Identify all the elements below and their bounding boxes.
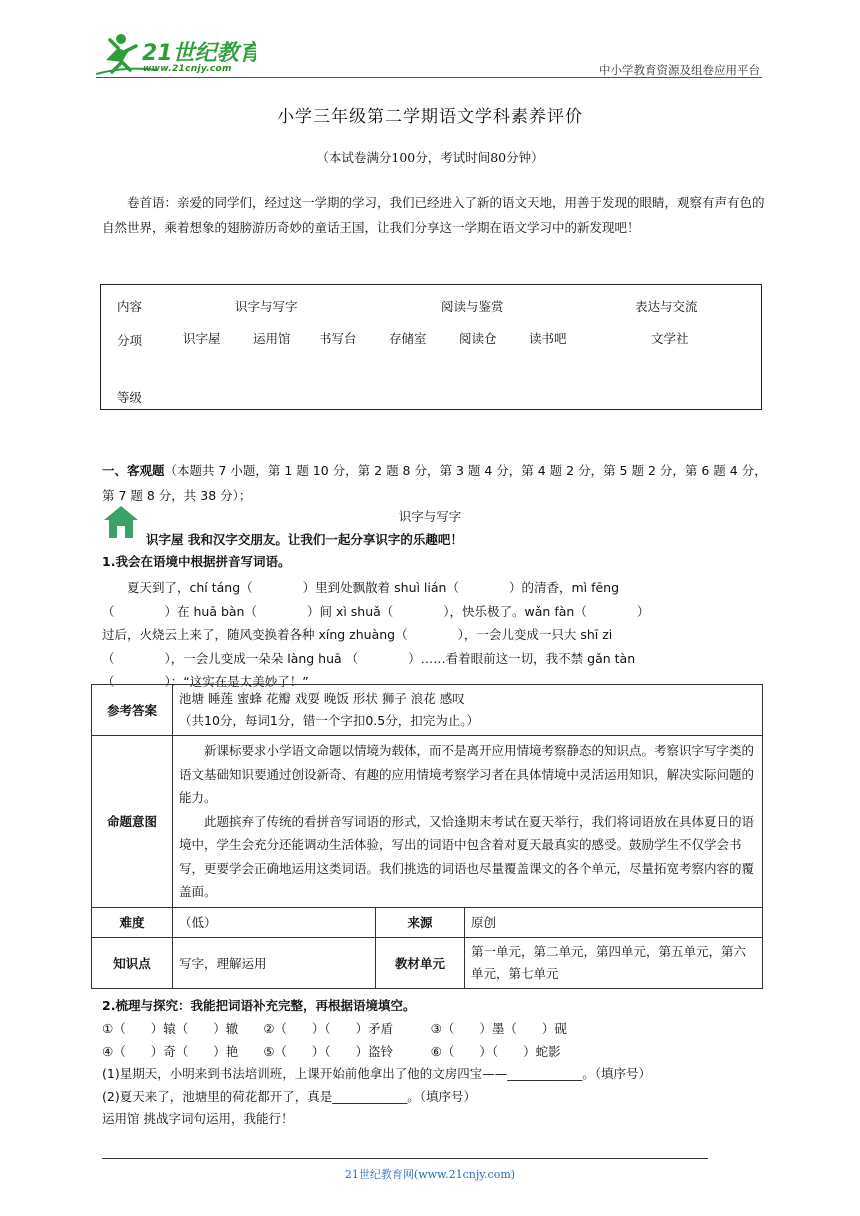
footer-divider <box>102 1158 708 1159</box>
source-label: 来源 <box>376 907 465 937</box>
unit-label: 教材单元 <box>376 937 465 988</box>
question2-line: 运用馆 挑战字词句运用，我能行！ <box>102 1111 294 1126</box>
literacy-heading: 识字与写字 <box>398 509 462 524</box>
answer-table <box>91 684 763 989</box>
score-item-4: 存储室 <box>389 331 427 346</box>
intent-paragraph-1: 新课标要求小学语文命题以情境为载体，而不是离开应用情境考察静态的知识点。考察识字写字类的语文基础知识要通过创设新奇、有趣的应用情境考察学习者在具体情境中灵活运用知识，解决实际问题的能力。 <box>179 743 755 805</box>
question2-line: (1)星期天，小明来到书法培训班，上课开始前他拿出了他的文房四宝——____________。（填序号） <box>102 1066 651 1081</box>
intro-paragraph: 卷首语：亲爱的同学们，经过这一学期的学习，我们已经进入了新的语文天地，用善于发现的眼睛，观察有声有色的自然世界，乘着想象的翅膀游历奇妙的童话王国，让我们分享这一学期在语文学习中的新发现吧！ <box>102 195 765 235</box>
header-divider <box>96 77 762 78</box>
question1-line: 过后，火烧云上来了，随风变换着各种 xíng zhuàng（ ），一会儿变成一只大 shī zi <box>102 627 613 642</box>
question2-title: 2.梳理与探究：我能把词语补充完整，再根据语境填空。 <box>102 998 416 1013</box>
question2-body <box>102 1018 782 1131</box>
question1-line: （ ）：“这实在是太美妙了！” <box>102 674 309 689</box>
score-table <box>100 284 762 410</box>
logo-url: www.21cnjy.com <box>143 64 232 74</box>
house-icon <box>102 504 140 540</box>
section1-title: 一、客观题 <box>102 463 165 478</box>
question1-title: 1.我会在语境中根据拼音写词语。 <box>102 554 291 569</box>
difficulty-label: 难度 <box>92 907 173 937</box>
intent-paragraph-2: 此题摈弃了传统的看拼音写词语的形式，又恰逢期末考试在夏天举行，我们将词语放在具体夏日的语境中，学生会充分还能调动生活体验，写出的词语中包含着对夏天最真实的感受。鼓励学生不仅学会书写，更要学会正确地运用这类词语。我们挑选的词语也尽量覆盖课文的各个单元，尽量拓宽考察内容的覆盖面。 <box>179 813 755 899</box>
page-subtitle: （本试卷满分100分，考试时间80分钟） <box>316 150 544 165</box>
ref-answer-note: （共10分，每词1分，错一个字扣0.5分，扣完为止。） <box>179 713 479 728</box>
difficulty-value: （低） <box>173 907 376 937</box>
section1-detail: （本题共 7 小题，第 1 题 10 分，第 2 题 8 分，第 3 题 4 分，第 4 题 2 分，第 5 题 2 分，第 6 题 4 分，第 7 题 8 分，共 38 分）； <box>102 463 767 503</box>
platform-name: 中小学教育资源及组卷应用平台 <box>599 63 760 77</box>
knowledge-label: 知识点 <box>92 937 173 988</box>
score-item-2: 运用馆 <box>253 331 291 346</box>
score-item-1: 识字屋 <box>183 331 221 346</box>
score-content-literacy: 识字与写字 <box>235 299 298 314</box>
score-item-5: 阅读仓 <box>459 331 497 346</box>
page-title: 小学三年级第二学期语文学科素养评价 <box>277 107 583 127</box>
question2-line: (2)夏天来了，池塘里的荷花都开了，真是____________。（填序号） <box>102 1088 476 1104</box>
literacy-intro: 识字屋 我和汉字交朋友。让我们一起分享识字的乐趣吧！ <box>146 532 463 547</box>
question2-line: ④（ ）奇（ ）艳 ⑤（ ）（ ）盗铃 ⑥（ ）（ ）蛇影 <box>102 1043 561 1059</box>
score-row3-label: 等级 <box>117 390 143 405</box>
intent-label: 命题意图 <box>92 736 173 908</box>
question1-text <box>102 576 768 694</box>
section1-heading <box>102 458 768 508</box>
knowledge-value: 写字，理解运用 <box>173 937 376 988</box>
question1-line: 夏天到了，chí táng（ ）里到处飘散着 shuì lián（ ）的清香，mì fēng <box>102 580 620 595</box>
score-row1-label: 内容 <box>117 299 143 314</box>
score-item-6: 读书吧 <box>529 331 567 346</box>
question2-line: ①（ ）辕（ ）辙 ②（ ）（ ）矛盾 ③（ ）墨（ ）砚 <box>102 1021 567 1036</box>
score-row2-label: 分项 <box>117 333 143 348</box>
footer-link[interactable]: 21世纪教育网(www.21cnjy.com) <box>344 1168 516 1181</box>
intent-cell <box>173 736 763 908</box>
score-item-7: 文学社 <box>651 331 689 346</box>
source-value: 原创 <box>465 907 763 937</box>
question1-line: （ ），一会儿变成一朵朵 làng huā （ ）……看着眼前这一切，我不禁 gǎn tàn <box>102 650 636 666</box>
unit-value: 第一单元，第二单元，第四单元，第五单元，第六单元，第七单元 <box>465 937 763 988</box>
score-content-expression: 表达与交流 <box>635 299 698 314</box>
score-item-3: 书写台 <box>319 331 357 346</box>
score-content-reading: 阅读与鉴赏 <box>441 299 504 314</box>
question1-line: （ ）在 huā bàn（ ）间 xì shuǎ（ ），快乐极了。wǎn fàn（ ） <box>102 603 650 619</box>
ref-answer-words: 池塘 睡莲 蜜蜂 花瓣 戏耍 晚饭 形状 狮子 浪花 感叹 <box>179 691 465 706</box>
ref-answer-label: 参考答案 <box>92 685 173 736</box>
logo-text: 21世纪教育 <box>142 41 256 66</box>
ref-answer-cell <box>173 685 763 736</box>
